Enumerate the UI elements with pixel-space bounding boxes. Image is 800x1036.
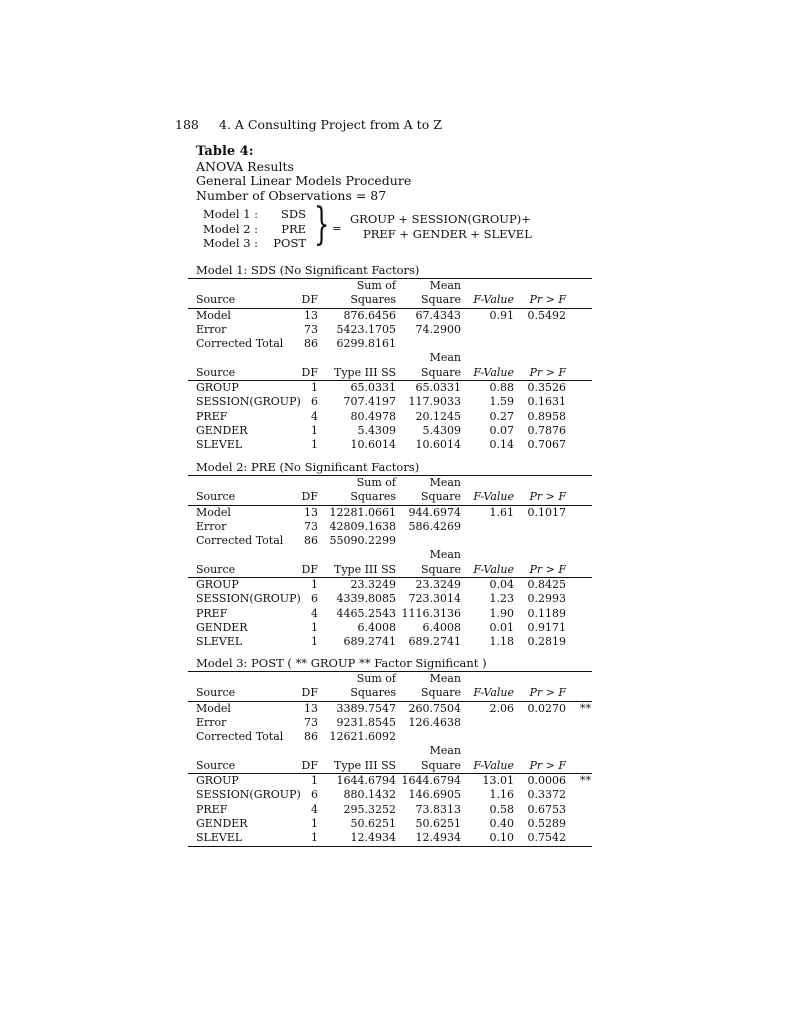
cell-source: PREF [196, 802, 228, 816]
cell-ss: 50.6251 [350, 816, 396, 830]
anova-table-model-2 [188, 461, 592, 650]
cell-ss: 5423.1705 [336, 322, 396, 336]
cell-source: GENDER [196, 620, 248, 634]
cell-f: 0.88 [489, 381, 514, 395]
cell-df: 6 [311, 592, 318, 606]
cell-ms: 73.8313 [415, 802, 461, 816]
caption-line: ANOVA Results [196, 158, 294, 174]
table-label: Table 4: [196, 144, 254, 159]
cell-df: 73 [304, 519, 318, 533]
cell-ms: 74.2900 [415, 322, 461, 336]
table-row [188, 410, 592, 424]
column-header-row [188, 548, 592, 562]
table-row [188, 506, 592, 520]
cell-ss: 23.3249 [350, 578, 396, 592]
cell-ss: 880.1432 [343, 788, 396, 802]
model-label: Model 3 : [203, 236, 259, 250]
cell-source: SESSION(GROUP) [196, 592, 301, 606]
cell-f: 0.04 [489, 578, 514, 592]
table-row [188, 788, 592, 802]
table-row [188, 323, 592, 337]
cell-source: Corrected Total [196, 730, 284, 744]
cell-source: Model [196, 505, 231, 519]
cell-p: 0.9171 [527, 620, 566, 634]
cell-p: 0.1189 [527, 606, 566, 620]
cell-df: 1 [311, 438, 318, 452]
bottom-rule [188, 846, 592, 847]
cell-ss: 10.6014 [350, 438, 396, 452]
cell-df: 6 [311, 788, 318, 802]
header-f-value: F-Value [473, 490, 514, 504]
table-caption [196, 145, 411, 203]
cell-f: 1.23 [489, 592, 514, 606]
header-f-value: F-Value [473, 365, 514, 379]
cell-source: Model [196, 701, 231, 715]
header-df: DF [301, 293, 318, 307]
cell-f: 0.07 [489, 423, 514, 437]
cell-source: SESSION(GROUP) [196, 788, 301, 802]
table-row [188, 702, 592, 716]
right-brace-icon: } [314, 199, 330, 250]
cell-ss: 6299.8161 [336, 337, 396, 351]
cell-ms: 6.4008 [422, 620, 461, 634]
header-ms: Square [421, 758, 461, 772]
cell-ms: 126.4638 [408, 715, 461, 729]
header-ss-top: Sum of [356, 279, 396, 292]
cell-p: 0.7542 [527, 831, 566, 845]
cell-f: 0.91 [489, 308, 514, 322]
header-pr-f: Pr > F [529, 490, 566, 504]
model-name: PRE [281, 221, 306, 236]
header-pr-f: Pr > F [529, 686, 566, 700]
cell-df: 1 [311, 635, 318, 649]
cell-ss: 12621.6092 [329, 730, 396, 744]
cell-source: GROUP [196, 578, 239, 592]
cell-source: SLEVEL [196, 831, 243, 845]
cell-f: 1.16 [489, 788, 514, 802]
running-header [175, 117, 442, 132]
table-row [188, 381, 592, 395]
column-header-row [188, 293, 592, 307]
cell-f: 0.58 [489, 802, 514, 816]
table-row [188, 438, 592, 452]
table-row [188, 730, 592, 744]
page-number: 188 [175, 117, 199, 132]
cell-sig: ** [580, 774, 591, 788]
cell-df: 1 [311, 774, 318, 788]
header-df: DF [301, 365, 318, 379]
table-row [188, 635, 592, 649]
cell-p: 0.3526 [527, 381, 566, 395]
cell-source: GROUP [196, 774, 239, 788]
cell-ms: 586.4269 [408, 519, 461, 533]
anova-table-model-3 [188, 657, 592, 847]
header-type3: Type III SS [333, 758, 396, 772]
cell-source: Error [196, 322, 227, 336]
cell-p: 0.2819 [527, 635, 566, 649]
cell-ss: 1644.6794 [336, 774, 396, 788]
cell-ss: 42809.1638 [329, 519, 396, 533]
cell-df: 13 [304, 505, 318, 519]
cell-ms: 20.1245 [415, 409, 461, 423]
cell-source: Corrected Total [196, 534, 284, 548]
cell-p: 0.5492 [527, 308, 566, 322]
caption-line: Number of Observations = 87 [196, 187, 387, 203]
header-pr-f: Pr > F [529, 758, 566, 772]
cell-df: 6 [311, 395, 318, 409]
cell-f: 0.40 [489, 816, 514, 830]
header-source: Source [196, 686, 236, 700]
model-formula [350, 212, 532, 242]
table-row [188, 592, 592, 606]
equals-sign: = [332, 221, 342, 235]
header-source: Source [196, 365, 236, 379]
header-source: Source [196, 758, 236, 772]
cell-ss: 4465.2543 [336, 606, 396, 620]
cell-ms: 1644.6794 [401, 774, 461, 788]
table-title: Model 2: PRE (No Significant Factors) [196, 460, 420, 474]
cell-p: 0.3372 [527, 788, 566, 802]
header-df: DF [301, 490, 318, 504]
cell-ms: 67.4343 [415, 308, 461, 322]
cell-df: 1 [311, 423, 318, 437]
header-ms: Square [421, 562, 461, 576]
header-ms-top: Mean [429, 548, 461, 562]
table-row [188, 395, 592, 409]
cell-p: 0.8958 [527, 409, 566, 423]
header-f-value: F-Value [473, 686, 514, 700]
cell-source: PREF [196, 409, 228, 423]
column-header-row [188, 366, 592, 380]
cell-ms: 723.3014 [408, 592, 461, 606]
cell-ms: 23.3249 [415, 578, 461, 592]
table-row [188, 534, 592, 548]
anova-table-model-1 [188, 264, 592, 453]
cell-df: 4 [311, 606, 318, 620]
column-header-row [188, 686, 592, 700]
table-row [188, 520, 592, 534]
header-ss: Squares [350, 686, 396, 700]
header-df: DF [301, 686, 318, 700]
running-head-title: 4. A Consulting Project from A to Z [219, 117, 442, 132]
cell-ss: 3389.7547 [336, 701, 396, 715]
cell-ss: 5.4309 [357, 423, 396, 437]
header-ms: Square [421, 490, 461, 504]
cell-p: 0.5289 [527, 816, 566, 830]
header-ms-top: Mean [429, 672, 461, 685]
cell-p: 0.8425 [527, 578, 566, 592]
cell-source: GENDER [196, 816, 248, 830]
table-row [188, 309, 592, 323]
cell-f: 2.06 [489, 701, 514, 715]
cell-ms: 944.6974 [408, 505, 461, 519]
cell-f: 0.14 [489, 438, 514, 452]
model-name: POST [273, 236, 306, 250]
table-row [188, 817, 592, 831]
header-f-value: F-Value [473, 758, 514, 772]
header-pr-f: Pr > F [529, 562, 566, 576]
cell-ss: 12.4934 [350, 831, 396, 845]
cell-sig: ** [580, 701, 591, 715]
cell-f: 0.27 [489, 409, 514, 423]
cell-df: 73 [304, 715, 318, 729]
caption-line: General Linear Models Procedure [196, 173, 412, 188]
column-header-row [188, 744, 592, 758]
header-ms: Square [421, 686, 461, 700]
header-type3: Type III SS [333, 562, 396, 576]
header-source: Source [196, 490, 236, 504]
cell-df: 86 [304, 534, 318, 548]
column-header-row [188, 279, 592, 293]
cell-ss: 65.0331 [350, 381, 396, 395]
column-header-row [188, 672, 592, 686]
cell-ss: 876.6456 [343, 308, 396, 322]
table-row [188, 337, 592, 351]
cell-ss: 6.4008 [357, 620, 396, 634]
table-title: Model 3: POST ( ** GROUP ** Factor Significant ) [196, 656, 487, 670]
header-ms-top: Mean [429, 279, 461, 292]
column-header-row [188, 759, 592, 773]
cell-f: 13.01 [482, 774, 514, 788]
formula-line-1: GROUP + SESSION(GROUP)+ [350, 212, 531, 226]
cell-df: 73 [304, 322, 318, 336]
header-ms-top: Mean [429, 744, 461, 758]
cell-source: Corrected Total [196, 337, 284, 351]
cell-ss: 9231.8545 [336, 715, 396, 729]
cell-ms: 50.6251 [415, 816, 461, 830]
cell-p: 0.7876 [527, 423, 566, 437]
cell-ms: 146.6905 [408, 788, 461, 802]
column-header-row [188, 490, 592, 504]
cell-df: 1 [311, 831, 318, 845]
cell-source: Model [196, 308, 231, 322]
cell-ms: 1116.3136 [401, 606, 461, 620]
model-label: Model 1 : [203, 207, 259, 221]
header-source: Source [196, 562, 236, 576]
cell-ms: 12.4934 [415, 831, 461, 845]
cell-df: 13 [304, 308, 318, 322]
header-ss: Squares [350, 490, 396, 504]
cell-ss: 12281.0661 [329, 505, 396, 519]
table-row [188, 424, 592, 438]
header-ss: Squares [350, 293, 396, 307]
header-ss-top: Sum of [356, 672, 396, 685]
header-f-value: F-Value [473, 293, 514, 307]
cell-p: 0.1631 [527, 395, 566, 409]
cell-ms: 5.4309 [422, 423, 461, 437]
cell-p: 0.2993 [527, 592, 566, 606]
cell-ms: 260.7504 [408, 701, 461, 715]
cell-source: SLEVEL [196, 438, 243, 452]
cell-f: 0.01 [489, 620, 514, 634]
cell-df: 1 [311, 620, 318, 634]
cell-p: 0.7067 [527, 438, 566, 452]
header-ms: Square [421, 293, 461, 307]
header-ss-top: Sum of [356, 476, 396, 489]
cell-ss: 707.4197 [343, 395, 396, 409]
cell-ms: 689.2741 [408, 635, 461, 649]
cell-df: 86 [304, 337, 318, 351]
table-row [188, 578, 592, 592]
cell-source: Error [196, 715, 227, 729]
cell-df: 13 [304, 701, 318, 715]
header-type3: Type III SS [333, 365, 396, 379]
header-df: DF [301, 562, 318, 576]
cell-ss: 55090.2299 [329, 534, 396, 548]
table-row [188, 621, 592, 635]
cell-source: Error [196, 519, 227, 533]
column-header-row [188, 563, 592, 577]
table-row [188, 716, 592, 730]
header-pr-f: Pr > F [529, 365, 566, 379]
cell-source: PREF [196, 606, 228, 620]
cell-ss: 80.4978 [350, 409, 396, 423]
cell-ss: 4339.8085 [336, 592, 396, 606]
header-ms: Square [421, 365, 461, 379]
header-df: DF [301, 758, 318, 772]
cell-source: GENDER [196, 423, 248, 437]
cell-p: 0.0006 [527, 774, 566, 788]
table-row [188, 803, 592, 817]
formula-line-2: PREF + GENDER + SLEVEL [363, 227, 532, 241]
table-row [188, 831, 592, 845]
header-ms-top: Mean [429, 476, 461, 489]
cell-df: 4 [311, 802, 318, 816]
cell-df: 1 [311, 381, 318, 395]
cell-ms: 65.0331 [415, 381, 461, 395]
cell-df: 4 [311, 409, 318, 423]
cell-p: 0.1017 [527, 505, 566, 519]
column-header-row [188, 351, 592, 365]
model-label: Model 2 : [203, 221, 259, 236]
cell-f: 1.18 [489, 635, 514, 649]
cell-ms: 117.9033 [408, 395, 461, 409]
cell-source: SESSION(GROUP) [196, 395, 301, 409]
header-f-value: F-Value [473, 562, 514, 576]
cell-df: 86 [304, 730, 318, 744]
cell-source: GROUP [196, 381, 239, 395]
header-source: Source [196, 293, 236, 307]
table-row [188, 774, 592, 788]
cell-df: 1 [311, 816, 318, 830]
cell-ss: 295.3252 [343, 802, 396, 816]
cell-f: 0.10 [489, 831, 514, 845]
cell-f: 1.61 [489, 505, 514, 519]
cell-f: 1.59 [489, 395, 514, 409]
header-ms-top: Mean [429, 351, 461, 365]
model-definitions [203, 207, 306, 251]
cell-ss: 689.2741 [343, 635, 396, 649]
cell-ms: 10.6014 [415, 438, 461, 452]
cell-p: 0.0270 [527, 701, 566, 715]
table-row [188, 607, 592, 621]
cell-source: SLEVEL [196, 635, 243, 649]
cell-f: 1.90 [489, 606, 514, 620]
cell-p: 0.6753 [527, 802, 566, 816]
header-pr-f: Pr > F [529, 293, 566, 307]
table-title: Model 1: SDS (No Significant Factors) [196, 263, 420, 277]
cell-df: 1 [311, 578, 318, 592]
column-header-row [188, 476, 592, 490]
model-name: SDS [281, 207, 306, 221]
